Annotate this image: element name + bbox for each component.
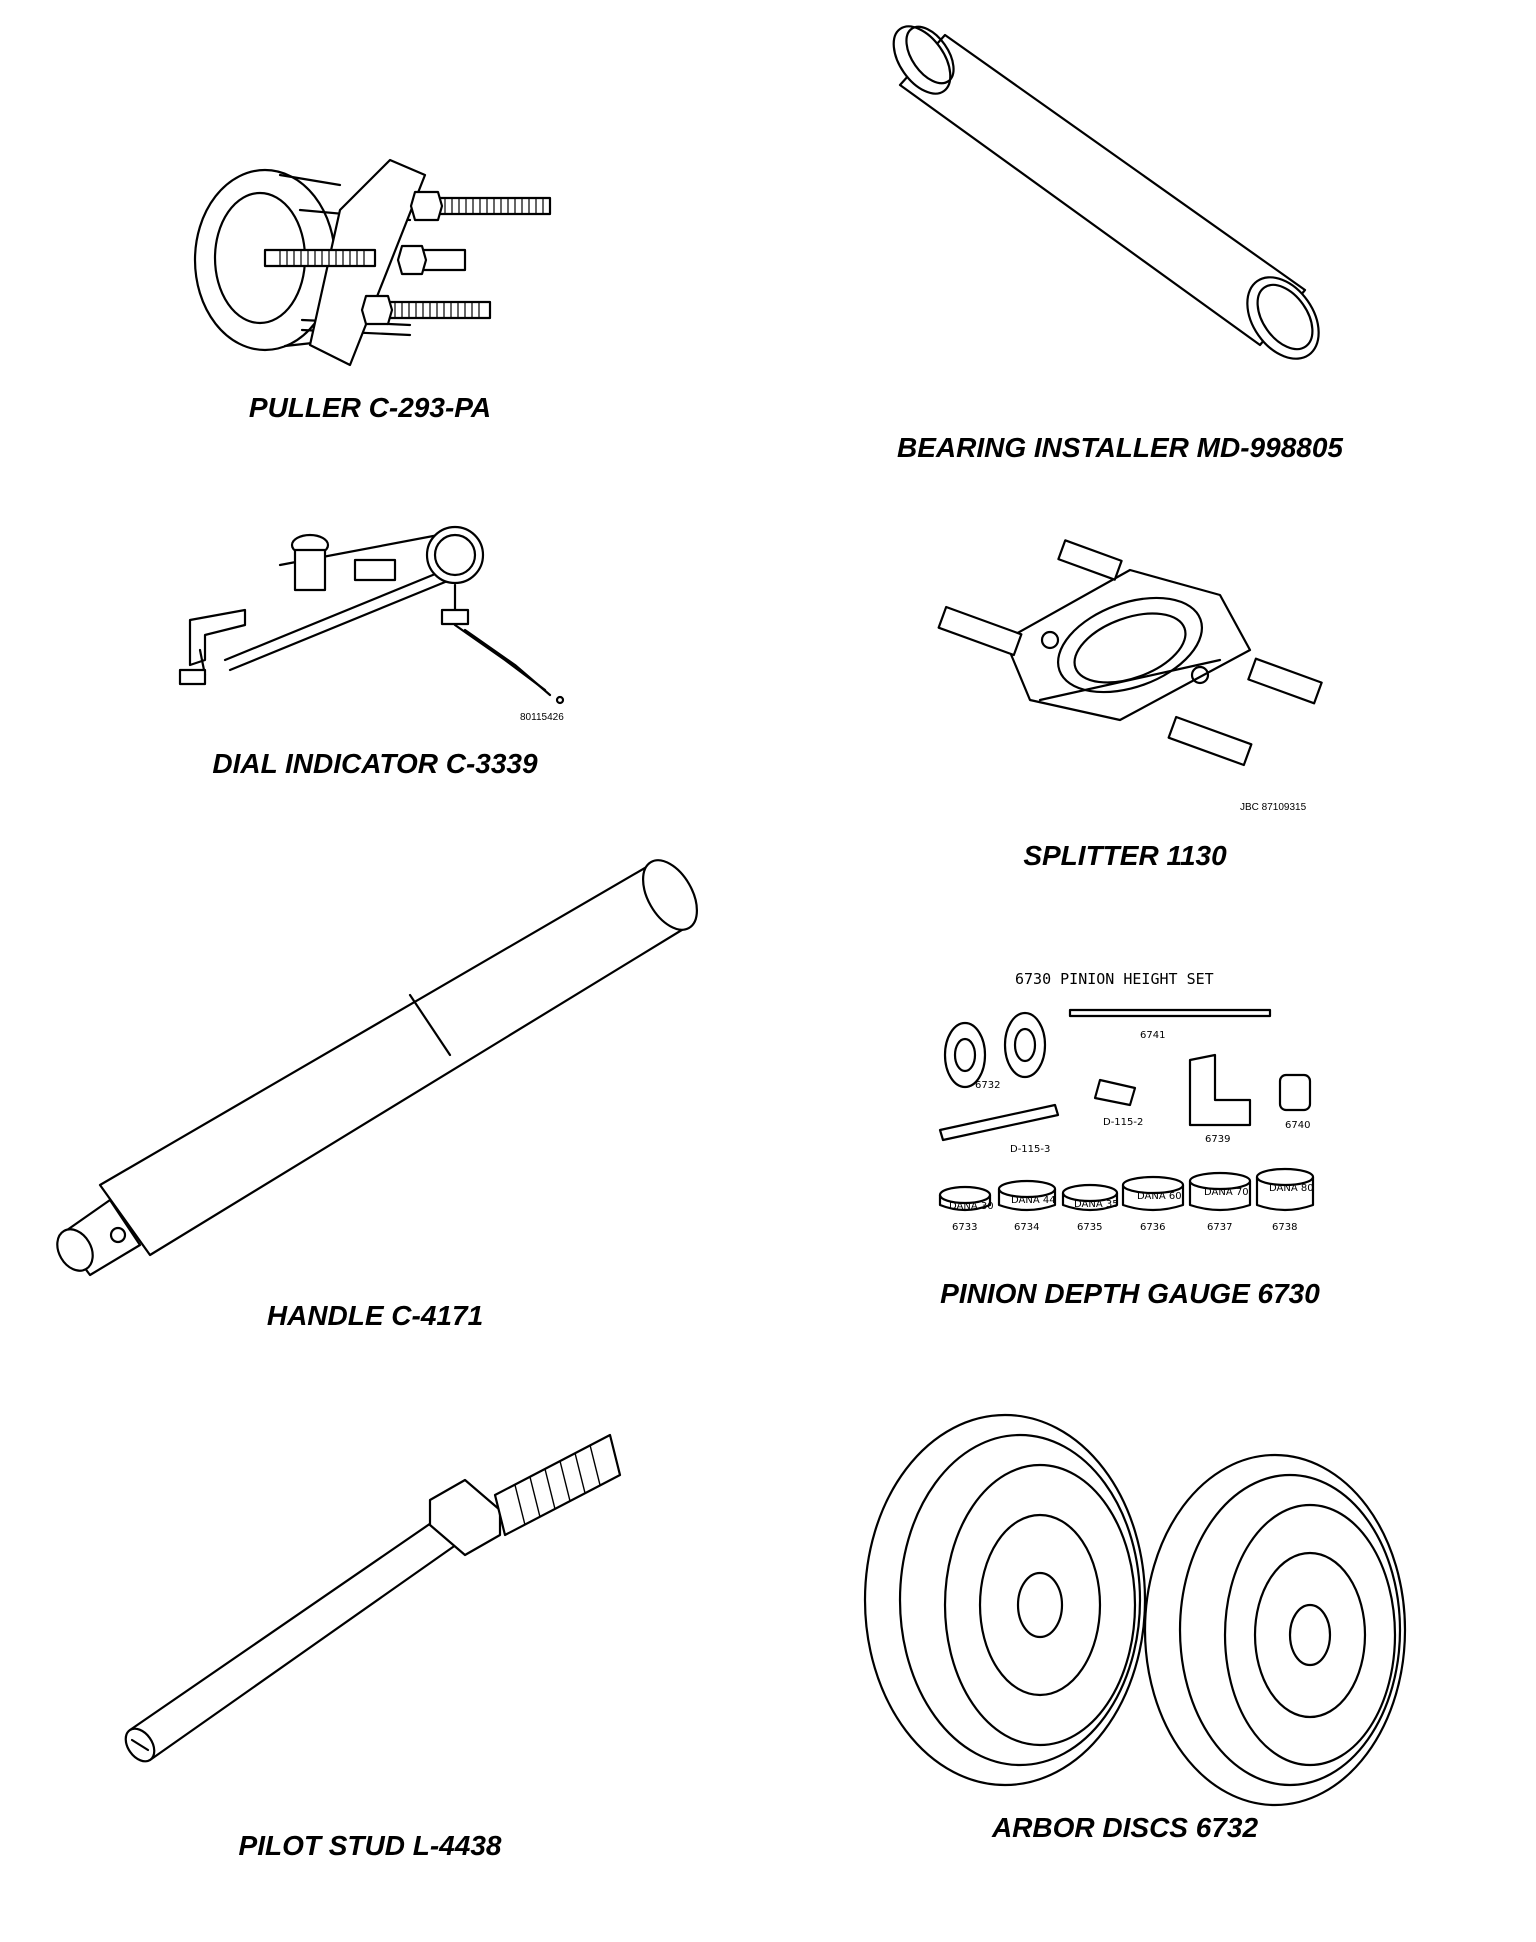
pinion-depth-gauge-illustration (920, 960, 1340, 1260)
puller-caption: PULLER C-293-PA (248, 392, 492, 423)
part-6741: 6741 (1140, 1030, 1166, 1041)
pinion-disc-label: DANA 30 (949, 1201, 994, 1212)
pinion-disc-label: DANA 70 (1204, 1187, 1249, 1198)
pinion-depth-gauge-caption: PINION DEPTH GAUGE 6730 (940, 1278, 1320, 1309)
part-d-115-2: D-115-2 (1103, 1117, 1144, 1128)
pinion-disc-label: DANA 35 (1074, 1199, 1119, 1210)
bearing-installer-caption: BEARING INSTALLER MD-998805 (896, 432, 1343, 463)
pinion-disc-number: 6734 (1014, 1222, 1040, 1233)
dial-indicator-illustration (165, 500, 585, 730)
puller-illustration (190, 150, 560, 375)
part-d-115-3: D-115-3 (1010, 1144, 1051, 1155)
pinion-disc-number: 6737 (1207, 1222, 1233, 1233)
dial-indicator-caption: DIAL INDICATOR C-3339 (212, 748, 538, 779)
part-6732: 6732 (975, 1080, 1001, 1091)
arbor-discs-caption: ARBOR DISCS 6732 (991, 1812, 1259, 1843)
pilot-stud-caption: PILOT STUD L-4438 (238, 1830, 502, 1861)
bearing-installer-illustration (880, 45, 1350, 375)
handle-caption: HANDLE C-4171 (266, 1300, 484, 1331)
part-6740: 6740 (1285, 1120, 1311, 1131)
arbor-discs-illustration (855, 1400, 1435, 1800)
dial-indicator-figure-code: 80115426 (520, 712, 564, 723)
pinion-disc-number: 6736 (1140, 1222, 1166, 1233)
pinion-disc-label: DANA 80 (1269, 1183, 1314, 1194)
handle-illustration (50, 855, 710, 1275)
pinion-disc-label: DANA 60 (1137, 1191, 1182, 1202)
pilot-stud-illustration (120, 1440, 640, 1780)
splitter-caption: SPLITTER 1130 (1023, 840, 1227, 871)
splitter-figure-code: JBC 87109315 (1240, 802, 1307, 813)
pinion-disc-number: 6738 (1272, 1222, 1298, 1233)
pinion-set-title: 6730 PINION HEIGHT SET (1015, 970, 1214, 988)
pinion-disc-number: 6735 (1077, 1222, 1103, 1233)
pinion-disc-number: 6733 (952, 1222, 978, 1233)
pinion-disc-label: DANA 44 (1011, 1195, 1056, 1206)
splitter-illustration (920, 540, 1340, 813)
part-6739: 6739 (1205, 1134, 1231, 1145)
